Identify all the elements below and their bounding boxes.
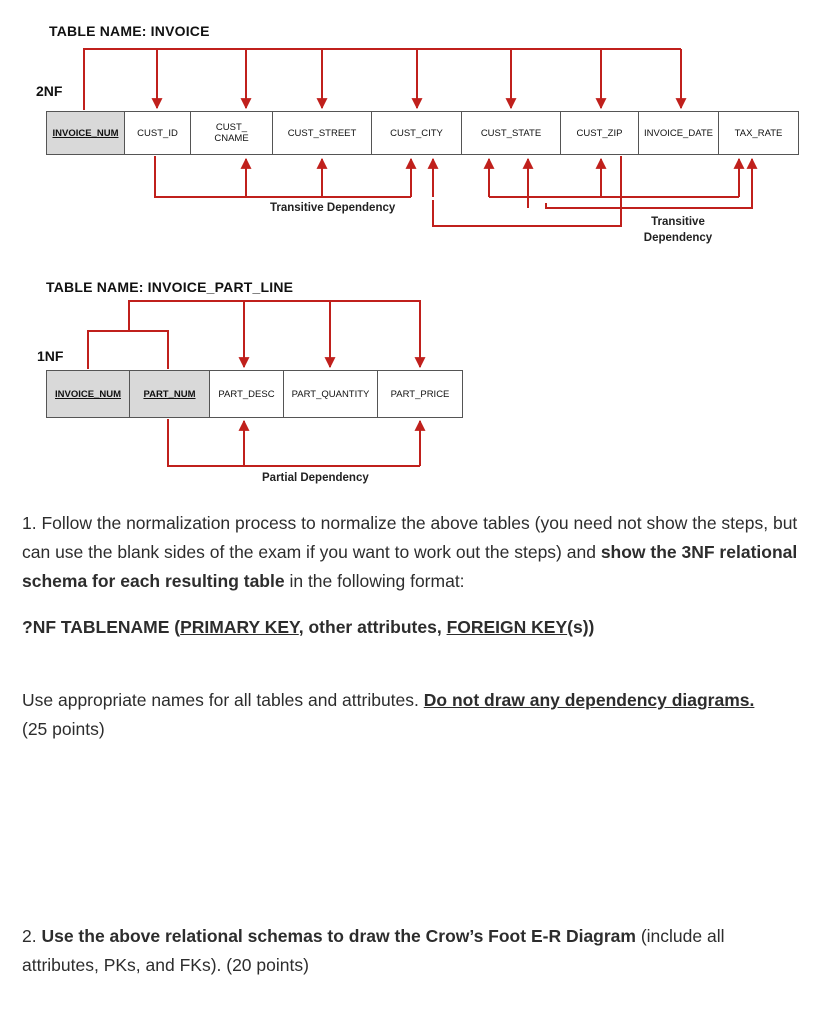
invoice-nf-label: 2NF [36,83,63,99]
col-cust-id: CUST_ID [124,111,191,155]
invoice-table-title: TABLE NAME: INVOICE [49,23,210,39]
col-invoice-date: INVOICE_DATE [638,111,719,155]
col-invoice-num: INVOICE_NUM [46,111,125,155]
invoice-part-line-nf-label: 1NF [37,348,64,364]
invoice-part-line-table-title: TABLE NAME: INVOICE_PART_LINE [46,279,294,295]
invoice-part-line-dependency-arrows [0,0,824,500]
col-cust-zip: CUST_ZIP [560,111,639,155]
transitive-dependency-label-1: Transitive Dependency [270,202,396,214]
transitive-dependency-label-2: Transitive Dependency [643,216,713,244]
question-1-format: ?NF TABLENAME (PRIMARY KEY, other attributes, FOREIGN KEY(s)) [22,617,595,637]
col-cust-cname: CUST_ CNAME [190,111,273,155]
col-cust-city: CUST_CITY [371,111,462,155]
col-cust-state: CUST_STATE [461,111,561,155]
col2-part-quantity: PART_QUANTITY [283,370,378,418]
question-1: 1. Follow the normalization process to normalize the above tables (you need not show the steps, but can use the blank sides of the exam if you want to work out the steps) and show the 3NF relational schema for each resulting table in the following format: [22,513,798,591]
col2-invoice-num: INVOICE_NUM [46,370,130,418]
col-tax-rate: TAX_RATE [718,111,799,155]
partial-dependency-label: Partial Dependency [262,472,369,484]
question-2: 2. Use the above relational schemas to draw the Crow’s Foot E-R Diagram (include all attributes, PKs, and FKs). (20 points) [22,926,725,975]
question-1-note: Use appropriate names for all tables and attributes. Do not draw any dependency diagrams. (25 points) [22,690,755,739]
col2-part-num: PART_NUM [129,370,210,418]
col-cust-street: CUST_STREET [272,111,372,155]
col2-part-desc: PART_DESC [209,370,284,418]
col2-part-price: PART_PRICE [377,370,463,418]
